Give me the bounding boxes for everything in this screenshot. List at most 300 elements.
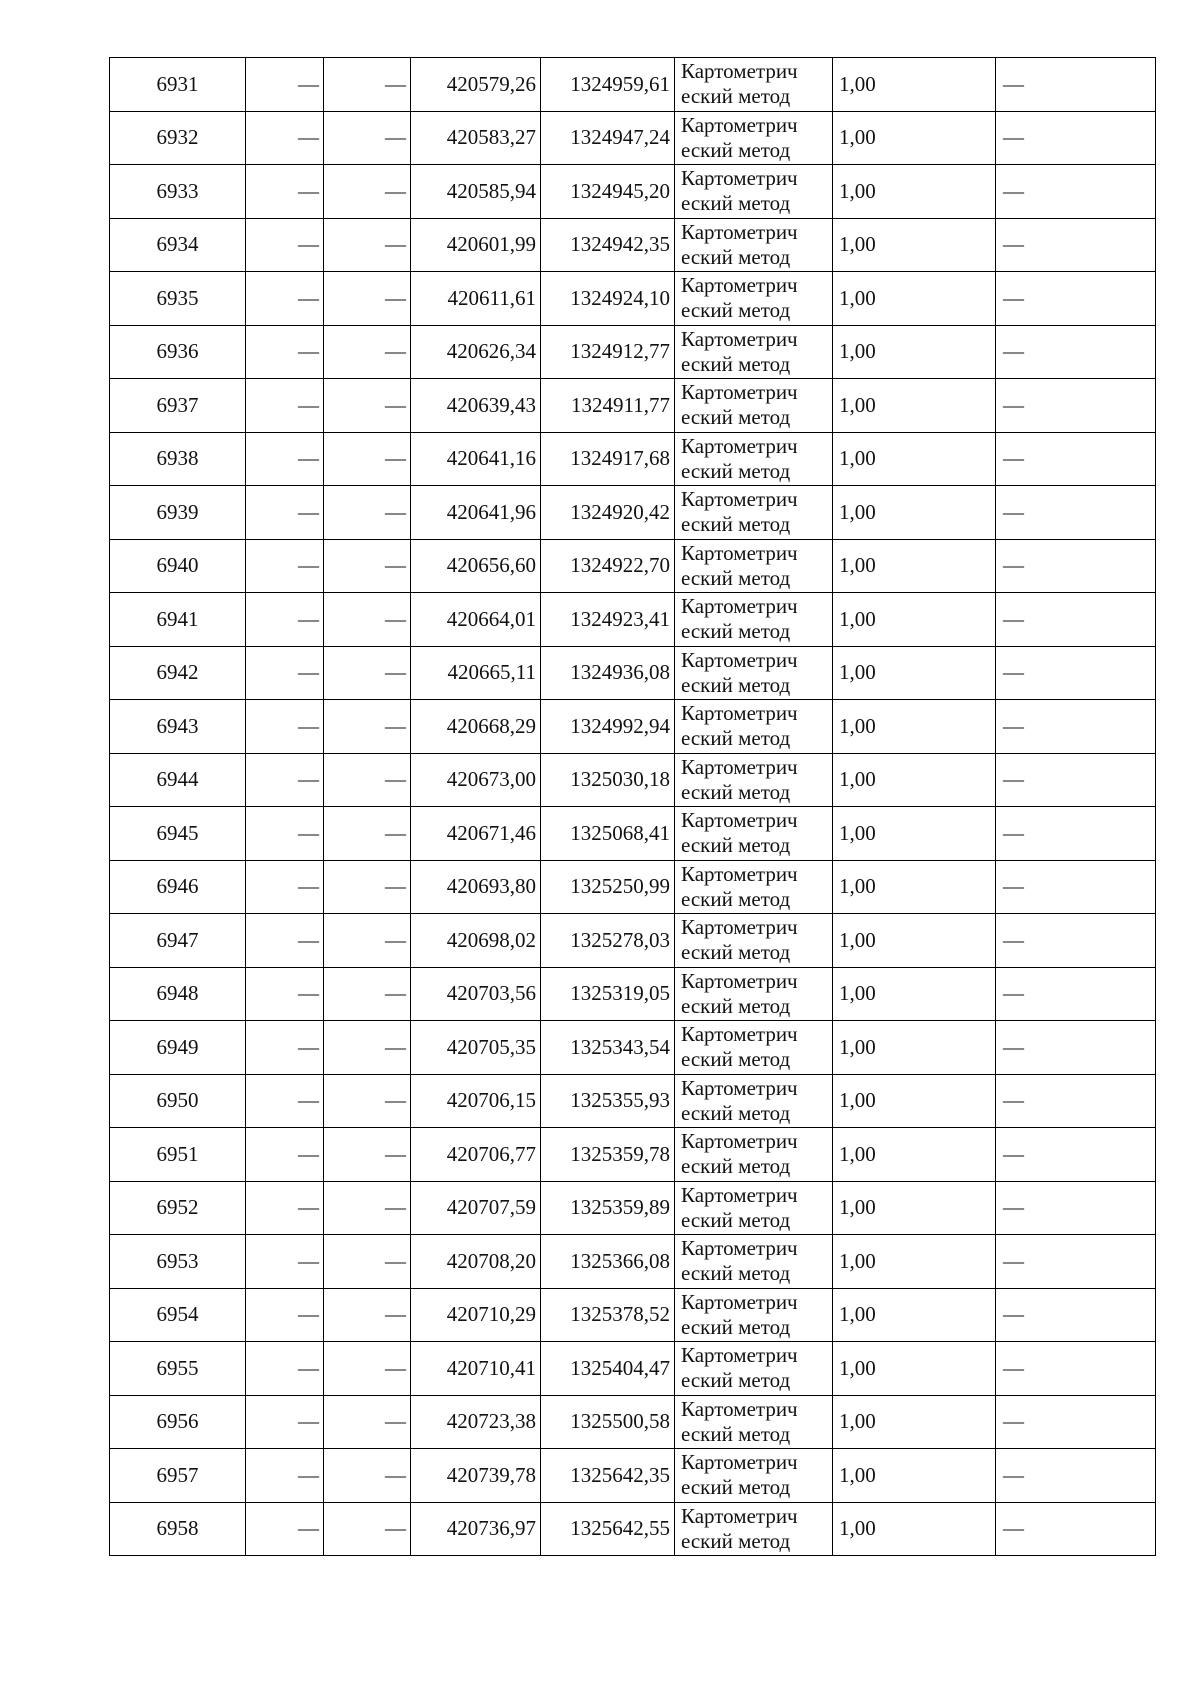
accuracy-cell: 1,00: [833, 1449, 996, 1503]
method-line-1: Картометрич: [681, 59, 798, 84]
x-coordinate-cell: 420579,26: [411, 58, 541, 112]
y-coordinate-cell: 1325359,89: [541, 1181, 675, 1235]
x-coordinate-cell: 420668,29: [411, 700, 541, 754]
empty-value-cell: —: [324, 807, 411, 861]
y-coordinate-cell: 1324945,20: [541, 165, 675, 219]
point-number-cell: 6943: [110, 700, 246, 754]
x-coordinate-cell: 420639,43: [411, 379, 541, 433]
empty-value-cell: —: [324, 753, 411, 807]
y-coordinate-cell: 1324912,77: [541, 325, 675, 379]
method-line-2: еский метод: [681, 351, 791, 376]
method-line-2: еский метод: [681, 1207, 791, 1232]
point-number-cell: 6934: [110, 218, 246, 272]
table-row: [110, 1395, 1156, 1449]
accuracy-cell: 1,00: [833, 1395, 996, 1449]
empty-value-cell: —: [324, 486, 411, 540]
x-coordinate-cell: 420656,60: [411, 539, 541, 593]
accuracy-cell: 1,00: [833, 1288, 996, 1342]
x-coordinate-cell: 420706,77: [411, 1128, 541, 1182]
empty-value-cell: —: [996, 967, 1156, 1021]
method-cell: [675, 111, 833, 165]
x-coordinate-cell: 420671,46: [411, 807, 541, 861]
table-row: [110, 111, 1156, 165]
method-line-1: Картометрич: [681, 1182, 798, 1207]
method-line-2: еский метод: [681, 565, 791, 590]
table-row: [110, 753, 1156, 807]
empty-value-cell: —: [996, 218, 1156, 272]
accuracy-cell: 1,00: [833, 111, 996, 165]
x-coordinate-cell: 420708,20: [411, 1235, 541, 1289]
method-line-2: еский метод: [681, 1154, 791, 1179]
method-line-1: Картометрич: [681, 540, 798, 565]
method-line-2: еский метод: [681, 619, 791, 644]
method-line-2: еский метод: [681, 1475, 791, 1500]
method-line-2: еский метод: [681, 1528, 791, 1553]
table-row: [110, 860, 1156, 914]
y-coordinate-cell: 1324947,24: [541, 111, 675, 165]
empty-value-cell: —: [246, 1128, 324, 1182]
empty-value-cell: —: [246, 111, 324, 165]
empty-value-cell: —: [246, 379, 324, 433]
accuracy-cell: 1,00: [833, 58, 996, 112]
point-number-cell: 6950: [110, 1074, 246, 1128]
empty-value-cell: —: [246, 967, 324, 1021]
y-coordinate-cell: 1325250,99: [541, 860, 675, 914]
table-row: [110, 272, 1156, 326]
empty-value-cell: —: [246, 432, 324, 486]
table-row: [110, 379, 1156, 433]
table-row: [110, 1449, 1156, 1503]
method-line-1: Картометрич: [681, 808, 798, 833]
point-number-cell: 6956: [110, 1395, 246, 1449]
method-cell: [675, 272, 833, 326]
empty-value-cell: —: [996, 700, 1156, 754]
empty-value-cell: —: [324, 700, 411, 754]
y-coordinate-cell: 1325378,52: [541, 1288, 675, 1342]
y-coordinate-cell: 1325355,93: [541, 1074, 675, 1128]
x-coordinate-cell: 420641,96: [411, 486, 541, 540]
y-coordinate-cell: 1325500,58: [541, 1395, 675, 1449]
accuracy-cell: 1,00: [833, 165, 996, 219]
accuracy-cell: 1,00: [833, 807, 996, 861]
method-line-1: Картометрич: [681, 219, 798, 244]
accuracy-cell: 1,00: [833, 967, 996, 1021]
y-coordinate-cell: 1325642,35: [541, 1449, 675, 1503]
method-line-2: еский метод: [681, 244, 791, 269]
x-coordinate-cell: 420707,59: [411, 1181, 541, 1235]
point-number-cell: 6937: [110, 379, 246, 433]
method-line-1: Картометрич: [681, 112, 798, 137]
accuracy-cell: 1,00: [833, 860, 996, 914]
method-cell: [675, 218, 833, 272]
y-coordinate-cell: 1324942,35: [541, 218, 675, 272]
accuracy-cell: 1,00: [833, 1021, 996, 1075]
method-line-1: Картометрич: [681, 433, 798, 458]
x-coordinate-cell: 420693,80: [411, 860, 541, 914]
y-coordinate-cell: 1324924,10: [541, 272, 675, 326]
empty-value-cell: —: [246, 325, 324, 379]
accuracy-cell: 1,00: [833, 1128, 996, 1182]
empty-value-cell: —: [246, 700, 324, 754]
point-number-cell: 6948: [110, 967, 246, 1021]
empty-value-cell: —: [246, 807, 324, 861]
method-cell: [675, 1449, 833, 1503]
accuracy-cell: 1,00: [833, 325, 996, 379]
point-number-cell: 6931: [110, 58, 246, 112]
empty-value-cell: —: [324, 1288, 411, 1342]
empty-value-cell: —: [324, 1128, 411, 1182]
empty-value-cell: —: [996, 1074, 1156, 1128]
method-line-1: Картометрич: [681, 647, 798, 672]
method-line-1: Картометрич: [681, 326, 798, 351]
accuracy-cell: 1,00: [833, 432, 996, 486]
method-cell: [675, 1502, 833, 1556]
accuracy-cell: 1,00: [833, 753, 996, 807]
point-number-cell: 6941: [110, 593, 246, 647]
accuracy-cell: 1,00: [833, 646, 996, 700]
empty-value-cell: —: [324, 1021, 411, 1075]
empty-value-cell: —: [996, 593, 1156, 647]
point-number-cell: 6936: [110, 325, 246, 379]
empty-value-cell: —: [996, 111, 1156, 165]
empty-value-cell: —: [324, 165, 411, 219]
table-row: [110, 218, 1156, 272]
x-coordinate-cell: 420706,15: [411, 1074, 541, 1128]
x-coordinate-cell: 420673,00: [411, 753, 541, 807]
table-row: [110, 1502, 1156, 1556]
empty-value-cell: —: [324, 58, 411, 112]
x-coordinate-cell: 420703,56: [411, 967, 541, 1021]
accuracy-cell: 1,00: [833, 700, 996, 754]
y-coordinate-cell: 1325068,41: [541, 807, 675, 861]
empty-value-cell: —: [324, 914, 411, 968]
y-coordinate-cell: 1325278,03: [541, 914, 675, 968]
method-line-1: Картометрич: [681, 1289, 798, 1314]
empty-value-cell: —: [996, 272, 1156, 326]
accuracy-cell: 1,00: [833, 914, 996, 968]
method-line-1: Картометрич: [681, 380, 798, 405]
method-cell: [675, 539, 833, 593]
accuracy-cell: 1,00: [833, 272, 996, 326]
x-coordinate-cell: 420698,02: [411, 914, 541, 968]
empty-value-cell: —: [324, 111, 411, 165]
empty-value-cell: —: [324, 1342, 411, 1396]
empty-value-cell: —: [996, 325, 1156, 379]
table-row: [110, 646, 1156, 700]
empty-value-cell: —: [246, 1395, 324, 1449]
method-line-1: Картометрич: [681, 861, 798, 886]
table-row: [110, 967, 1156, 1021]
table-row: [110, 1342, 1156, 1396]
y-coordinate-cell: 1324917,68: [541, 432, 675, 486]
y-coordinate-cell: 1325642,55: [541, 1502, 675, 1556]
method-line-2: еский метод: [681, 1421, 791, 1446]
accuracy-cell: 1,00: [833, 379, 996, 433]
point-number-cell: 6940: [110, 539, 246, 593]
table-row: [110, 1181, 1156, 1235]
y-coordinate-cell: 1324936,08: [541, 646, 675, 700]
method-line-1: Картометрич: [681, 166, 798, 191]
method-cell: [675, 1128, 833, 1182]
method-line-2: еский метод: [681, 886, 791, 911]
x-coordinate-cell: 420585,94: [411, 165, 541, 219]
method-cell: [675, 860, 833, 914]
table-row: [110, 325, 1156, 379]
method-cell: [675, 646, 833, 700]
table-row: [110, 593, 1156, 647]
empty-value-cell: —: [324, 1449, 411, 1503]
empty-value-cell: —: [996, 1502, 1156, 1556]
method-line-1: Картометрич: [681, 915, 798, 940]
method-line-1: Картометрич: [681, 1503, 798, 1528]
method-cell: [675, 58, 833, 112]
point-number-cell: 6945: [110, 807, 246, 861]
empty-value-cell: —: [246, 1288, 324, 1342]
method-cell: [675, 1021, 833, 1075]
point-number-cell: 6957: [110, 1449, 246, 1503]
point-number-cell: 6944: [110, 753, 246, 807]
method-cell: [675, 1342, 833, 1396]
empty-value-cell: —: [324, 218, 411, 272]
method-line-1: Картометрич: [681, 1075, 798, 1100]
empty-value-cell: —: [996, 914, 1156, 968]
method-cell: [675, 1074, 833, 1128]
point-number-cell: 6955: [110, 1342, 246, 1396]
table-row: [110, 58, 1156, 112]
x-coordinate-cell: 420665,11: [411, 646, 541, 700]
method-cell: [675, 700, 833, 754]
method-cell: [675, 593, 833, 647]
x-coordinate-cell: 420626,34: [411, 325, 541, 379]
empty-value-cell: —: [996, 486, 1156, 540]
point-number-cell: 6952: [110, 1181, 246, 1235]
empty-value-cell: —: [996, 1181, 1156, 1235]
y-coordinate-cell: 1324923,41: [541, 593, 675, 647]
method-line-2: еский метод: [681, 1100, 791, 1125]
y-coordinate-cell: 1325404,47: [541, 1342, 675, 1396]
empty-value-cell: —: [324, 967, 411, 1021]
empty-value-cell: —: [324, 325, 411, 379]
empty-value-cell: —: [246, 1021, 324, 1075]
x-coordinate-cell: 420710,41: [411, 1342, 541, 1396]
point-number-cell: 6935: [110, 272, 246, 326]
x-coordinate-cell: 420641,16: [411, 432, 541, 486]
empty-value-cell: —: [996, 379, 1156, 433]
y-coordinate-cell: 1324922,70: [541, 539, 675, 593]
empty-value-cell: —: [996, 432, 1156, 486]
empty-value-cell: —: [324, 1074, 411, 1128]
empty-value-cell: —: [996, 58, 1156, 112]
table-row: [110, 1288, 1156, 1342]
empty-value-cell: —: [324, 1235, 411, 1289]
method-cell: [675, 914, 833, 968]
y-coordinate-cell: 1325359,78: [541, 1128, 675, 1182]
method-cell: [675, 807, 833, 861]
accuracy-cell: 1,00: [833, 1342, 996, 1396]
empty-value-cell: —: [246, 1502, 324, 1556]
empty-value-cell: —: [246, 593, 324, 647]
empty-value-cell: —: [324, 646, 411, 700]
method-line-2: еский метод: [681, 993, 791, 1018]
method-line-2: еский метод: [681, 833, 791, 858]
empty-value-cell: —: [246, 1074, 324, 1128]
y-coordinate-cell: 1325030,18: [541, 753, 675, 807]
empty-value-cell: —: [246, 58, 324, 112]
method-line-1: Картометрич: [681, 754, 798, 779]
table-row: [110, 914, 1156, 968]
method-cell: [675, 753, 833, 807]
y-coordinate-cell: 1324911,77: [541, 379, 675, 433]
table-row: [110, 165, 1156, 219]
x-coordinate-cell: 420601,99: [411, 218, 541, 272]
empty-value-cell: —: [246, 165, 324, 219]
point-number-cell: 6949: [110, 1021, 246, 1075]
point-number-cell: 6953: [110, 1235, 246, 1289]
x-coordinate-cell: 420664,01: [411, 593, 541, 647]
method-line-2: еский метод: [681, 298, 791, 323]
method-line-2: еский метод: [681, 84, 791, 109]
empty-value-cell: —: [246, 860, 324, 914]
method-line-1: Картометрич: [681, 594, 798, 619]
empty-value-cell: —: [324, 432, 411, 486]
y-coordinate-cell: 1325366,08: [541, 1235, 675, 1289]
empty-value-cell: —: [246, 1342, 324, 1396]
empty-value-cell: —: [324, 1502, 411, 1556]
empty-value-cell: —: [324, 272, 411, 326]
empty-value-cell: —: [246, 1449, 324, 1503]
accuracy-cell: 1,00: [833, 539, 996, 593]
x-coordinate-cell: 420583,27: [411, 111, 541, 165]
empty-value-cell: —: [246, 272, 324, 326]
table-body: [110, 58, 1156, 1556]
table-row: [110, 1074, 1156, 1128]
x-coordinate-cell: 420736,97: [411, 1502, 541, 1556]
empty-value-cell: —: [996, 1128, 1156, 1182]
point-number-cell: 6958: [110, 1502, 246, 1556]
accuracy-cell: 1,00: [833, 593, 996, 647]
method-line-1: Картометрич: [681, 487, 798, 512]
point-number-cell: 6951: [110, 1128, 246, 1182]
accuracy-cell: 1,00: [833, 1502, 996, 1556]
method-line-2: еский метод: [681, 137, 791, 162]
y-coordinate-cell: 1324992,94: [541, 700, 675, 754]
table-row: [110, 1128, 1156, 1182]
table-row: [110, 486, 1156, 540]
method-line-2: еский метод: [681, 779, 791, 804]
empty-value-cell: —: [246, 646, 324, 700]
method-line-1: Картометрич: [681, 1129, 798, 1154]
empty-value-cell: —: [324, 860, 411, 914]
empty-value-cell: —: [996, 1235, 1156, 1289]
point-number-cell: 6939: [110, 486, 246, 540]
point-number-cell: 6932: [110, 111, 246, 165]
method-line-2: еский метод: [681, 458, 791, 483]
coordinates-table: [109, 57, 1156, 1556]
point-number-cell: 6933: [110, 165, 246, 219]
empty-value-cell: —: [324, 539, 411, 593]
empty-value-cell: —: [246, 218, 324, 272]
table-row: [110, 807, 1156, 861]
table-row: [110, 700, 1156, 754]
point-number-cell: 6942: [110, 646, 246, 700]
empty-value-cell: —: [996, 1449, 1156, 1503]
document-page: [109, 57, 1155, 1556]
method-line-1: Картометрич: [681, 701, 798, 726]
method-line-2: еский метод: [681, 512, 791, 537]
empty-value-cell: —: [324, 1181, 411, 1235]
accuracy-cell: 1,00: [833, 1181, 996, 1235]
accuracy-cell: 1,00: [833, 486, 996, 540]
table-row: [110, 432, 1156, 486]
table-row: [110, 1021, 1156, 1075]
empty-value-cell: —: [246, 486, 324, 540]
method-cell: [675, 1235, 833, 1289]
x-coordinate-cell: 420705,35: [411, 1021, 541, 1075]
accuracy-cell: 1,00: [833, 218, 996, 272]
method-cell: [675, 1181, 833, 1235]
empty-value-cell: —: [996, 165, 1156, 219]
method-line-2: еский метод: [681, 191, 791, 216]
method-line-1: Картометрич: [681, 1450, 798, 1475]
empty-value-cell: —: [996, 646, 1156, 700]
empty-value-cell: —: [996, 753, 1156, 807]
method-cell: [675, 1288, 833, 1342]
empty-value-cell: —: [996, 860, 1156, 914]
point-number-cell: 6954: [110, 1288, 246, 1342]
point-number-cell: 6946: [110, 860, 246, 914]
method-cell: [675, 486, 833, 540]
empty-value-cell: —: [246, 914, 324, 968]
empty-value-cell: —: [996, 1021, 1156, 1075]
empty-value-cell: —: [996, 1342, 1156, 1396]
method-cell: [675, 967, 833, 1021]
method-cell: [675, 165, 833, 219]
empty-value-cell: —: [324, 593, 411, 647]
y-coordinate-cell: 1325319,05: [541, 967, 675, 1021]
x-coordinate-cell: 420611,61: [411, 272, 541, 326]
method-line-1: Картометрич: [681, 968, 798, 993]
y-coordinate-cell: 1324959,61: [541, 58, 675, 112]
point-number-cell: 6947: [110, 914, 246, 968]
empty-value-cell: —: [246, 1235, 324, 1289]
x-coordinate-cell: 420739,78: [411, 1449, 541, 1503]
empty-value-cell: —: [996, 807, 1156, 861]
empty-value-cell: —: [996, 1395, 1156, 1449]
method-line-2: еский метод: [681, 1314, 791, 1339]
method-line-2: еский метод: [681, 672, 791, 697]
empty-value-cell: —: [324, 379, 411, 433]
table-row: [110, 1235, 1156, 1289]
method-line-1: Картометрич: [681, 1236, 798, 1261]
point-number-cell: 6938: [110, 432, 246, 486]
x-coordinate-cell: 420710,29: [411, 1288, 541, 1342]
empty-value-cell: —: [246, 753, 324, 807]
method-cell: [675, 1395, 833, 1449]
accuracy-cell: 1,00: [833, 1074, 996, 1128]
method-line-2: еский метод: [681, 726, 791, 751]
empty-value-cell: —: [996, 539, 1156, 593]
method-line-2: еский метод: [681, 405, 791, 430]
method-line-2: еский метод: [681, 1261, 791, 1286]
method-cell: [675, 379, 833, 433]
accuracy-cell: 1,00: [833, 1235, 996, 1289]
method-line-1: Картометрич: [681, 1396, 798, 1421]
empty-value-cell: —: [246, 539, 324, 593]
method-cell: [675, 432, 833, 486]
y-coordinate-cell: 1324920,42: [541, 486, 675, 540]
empty-value-cell: —: [324, 1395, 411, 1449]
method-line-2: еский метод: [681, 1047, 791, 1072]
